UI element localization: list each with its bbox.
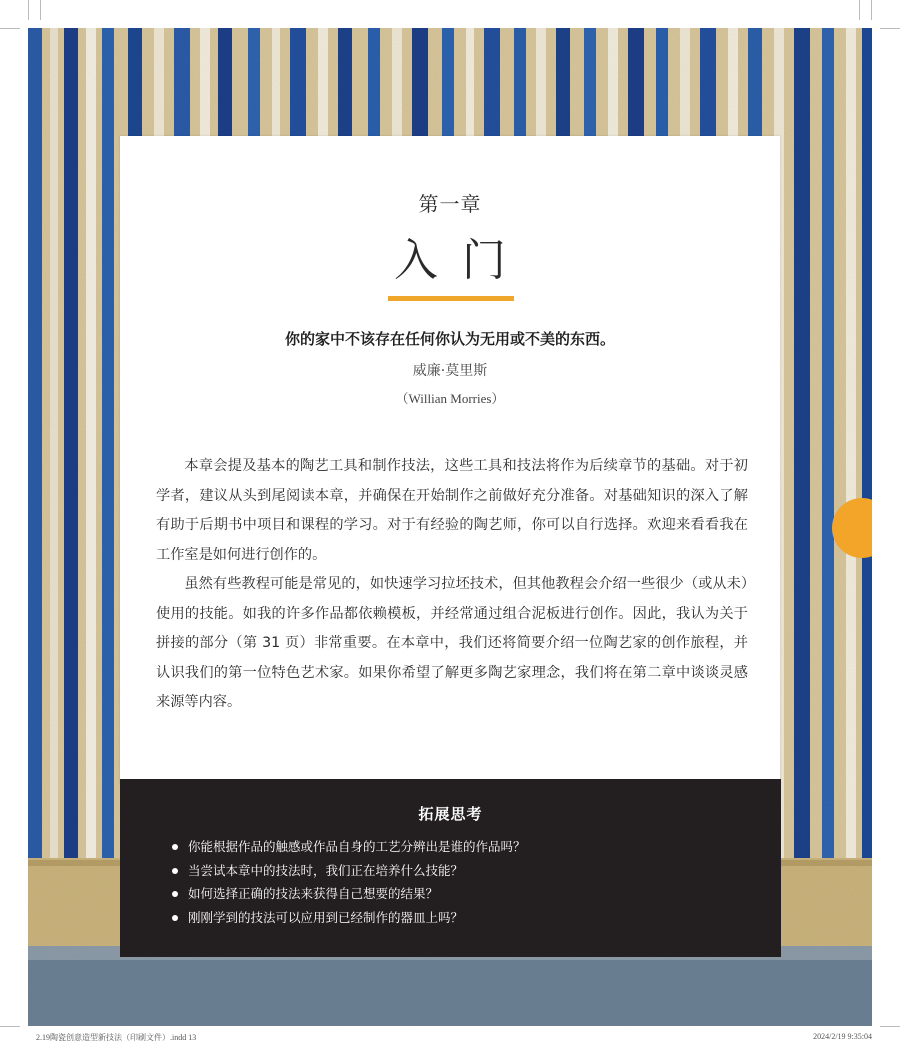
print-slug-datetime: 2024/2/19 9:35:04 (813, 1032, 872, 1041)
list-item (172, 906, 526, 930)
body-paragraph: 本章会提及基本的陶艺工具和制作技法，这些工具和技法将作为后续章节的基础。对于初学者，建议从头到尾阅读本章，并确保在开始制作之前做好充分准备。对基础知识的深入了解有助于后期书中项目和课程的学习。对于有经验的陶艺师，你可以自行选择。欢迎来看看我在工作室是如何进行创作的。 (156, 458, 748, 563)
crop-mark (0, 1026, 20, 1027)
list-item (172, 882, 526, 906)
crop-mark (859, 0, 860, 20)
further-thinking-list (172, 835, 526, 929)
chapter-number: 第一章 (418, 192, 482, 216)
epigraph-quote: 你的家中不该存在任何你认为无用或不美的东西。 (284, 330, 615, 348)
chapter-title: 入门 (394, 235, 530, 286)
further-thinking-title: 拓展思考 (418, 805, 483, 823)
title-underline (388, 296, 514, 301)
crop-mark (880, 1026, 900, 1027)
crop-mark (28, 0, 29, 20)
list-item-text: 如何选择正确的技法来获得自己想要的结果？ (188, 886, 439, 901)
epigraph-author-english: （Willian Morries） (395, 391, 505, 406)
chapter-intro-card (120, 136, 780, 784)
bullet-icon (172, 915, 178, 921)
body-paragraph: 虽然有些教程可能是常见的，如快速学习拉坯技术，但其他教程会介绍一些很少（或从未）使用的技能。如我的许多作品都依赖模板，并经常通过组合泥板进行创作。因此，我认为关于拼接的部分（第 31 页）非常重要。在本章中，我们还将简要介绍一位陶艺家的创作旅程，并认识我们的第一位特色艺术家。如果你希望了解更多陶艺家理念，我们将在第二章中谈谈灵感来源等内容。 (156, 576, 748, 710)
crop-mark (880, 28, 900, 29)
bullet-icon (172, 868, 178, 874)
chapter-body (156, 452, 748, 718)
list-item-text: 当尝试本章中的技法时，我们正在培养什么技能？ (188, 862, 464, 878)
crop-mark (0, 28, 20, 29)
list-item-text: 你能根据作品的触感或作品自身的工艺分辨出是谁的作品吗？ (188, 839, 526, 854)
crop-mark (871, 0, 872, 20)
print-slug-file: 2.19陶瓷创意造型新技法（印刷文件）.indd 13 (36, 1033, 197, 1042)
bullet-icon (172, 891, 178, 897)
page (28, 28, 872, 1026)
epigraph-author: 威廉·莫里斯 (412, 363, 488, 379)
further-thinking-box (120, 779, 781, 957)
list-item (172, 835, 526, 859)
crop-mark (40, 0, 41, 20)
list-item-text: 刚刚学到的技法可以应用到已经制作的器皿上吗？ (188, 909, 464, 925)
list-item (172, 859, 526, 883)
bullet-icon (172, 844, 178, 850)
